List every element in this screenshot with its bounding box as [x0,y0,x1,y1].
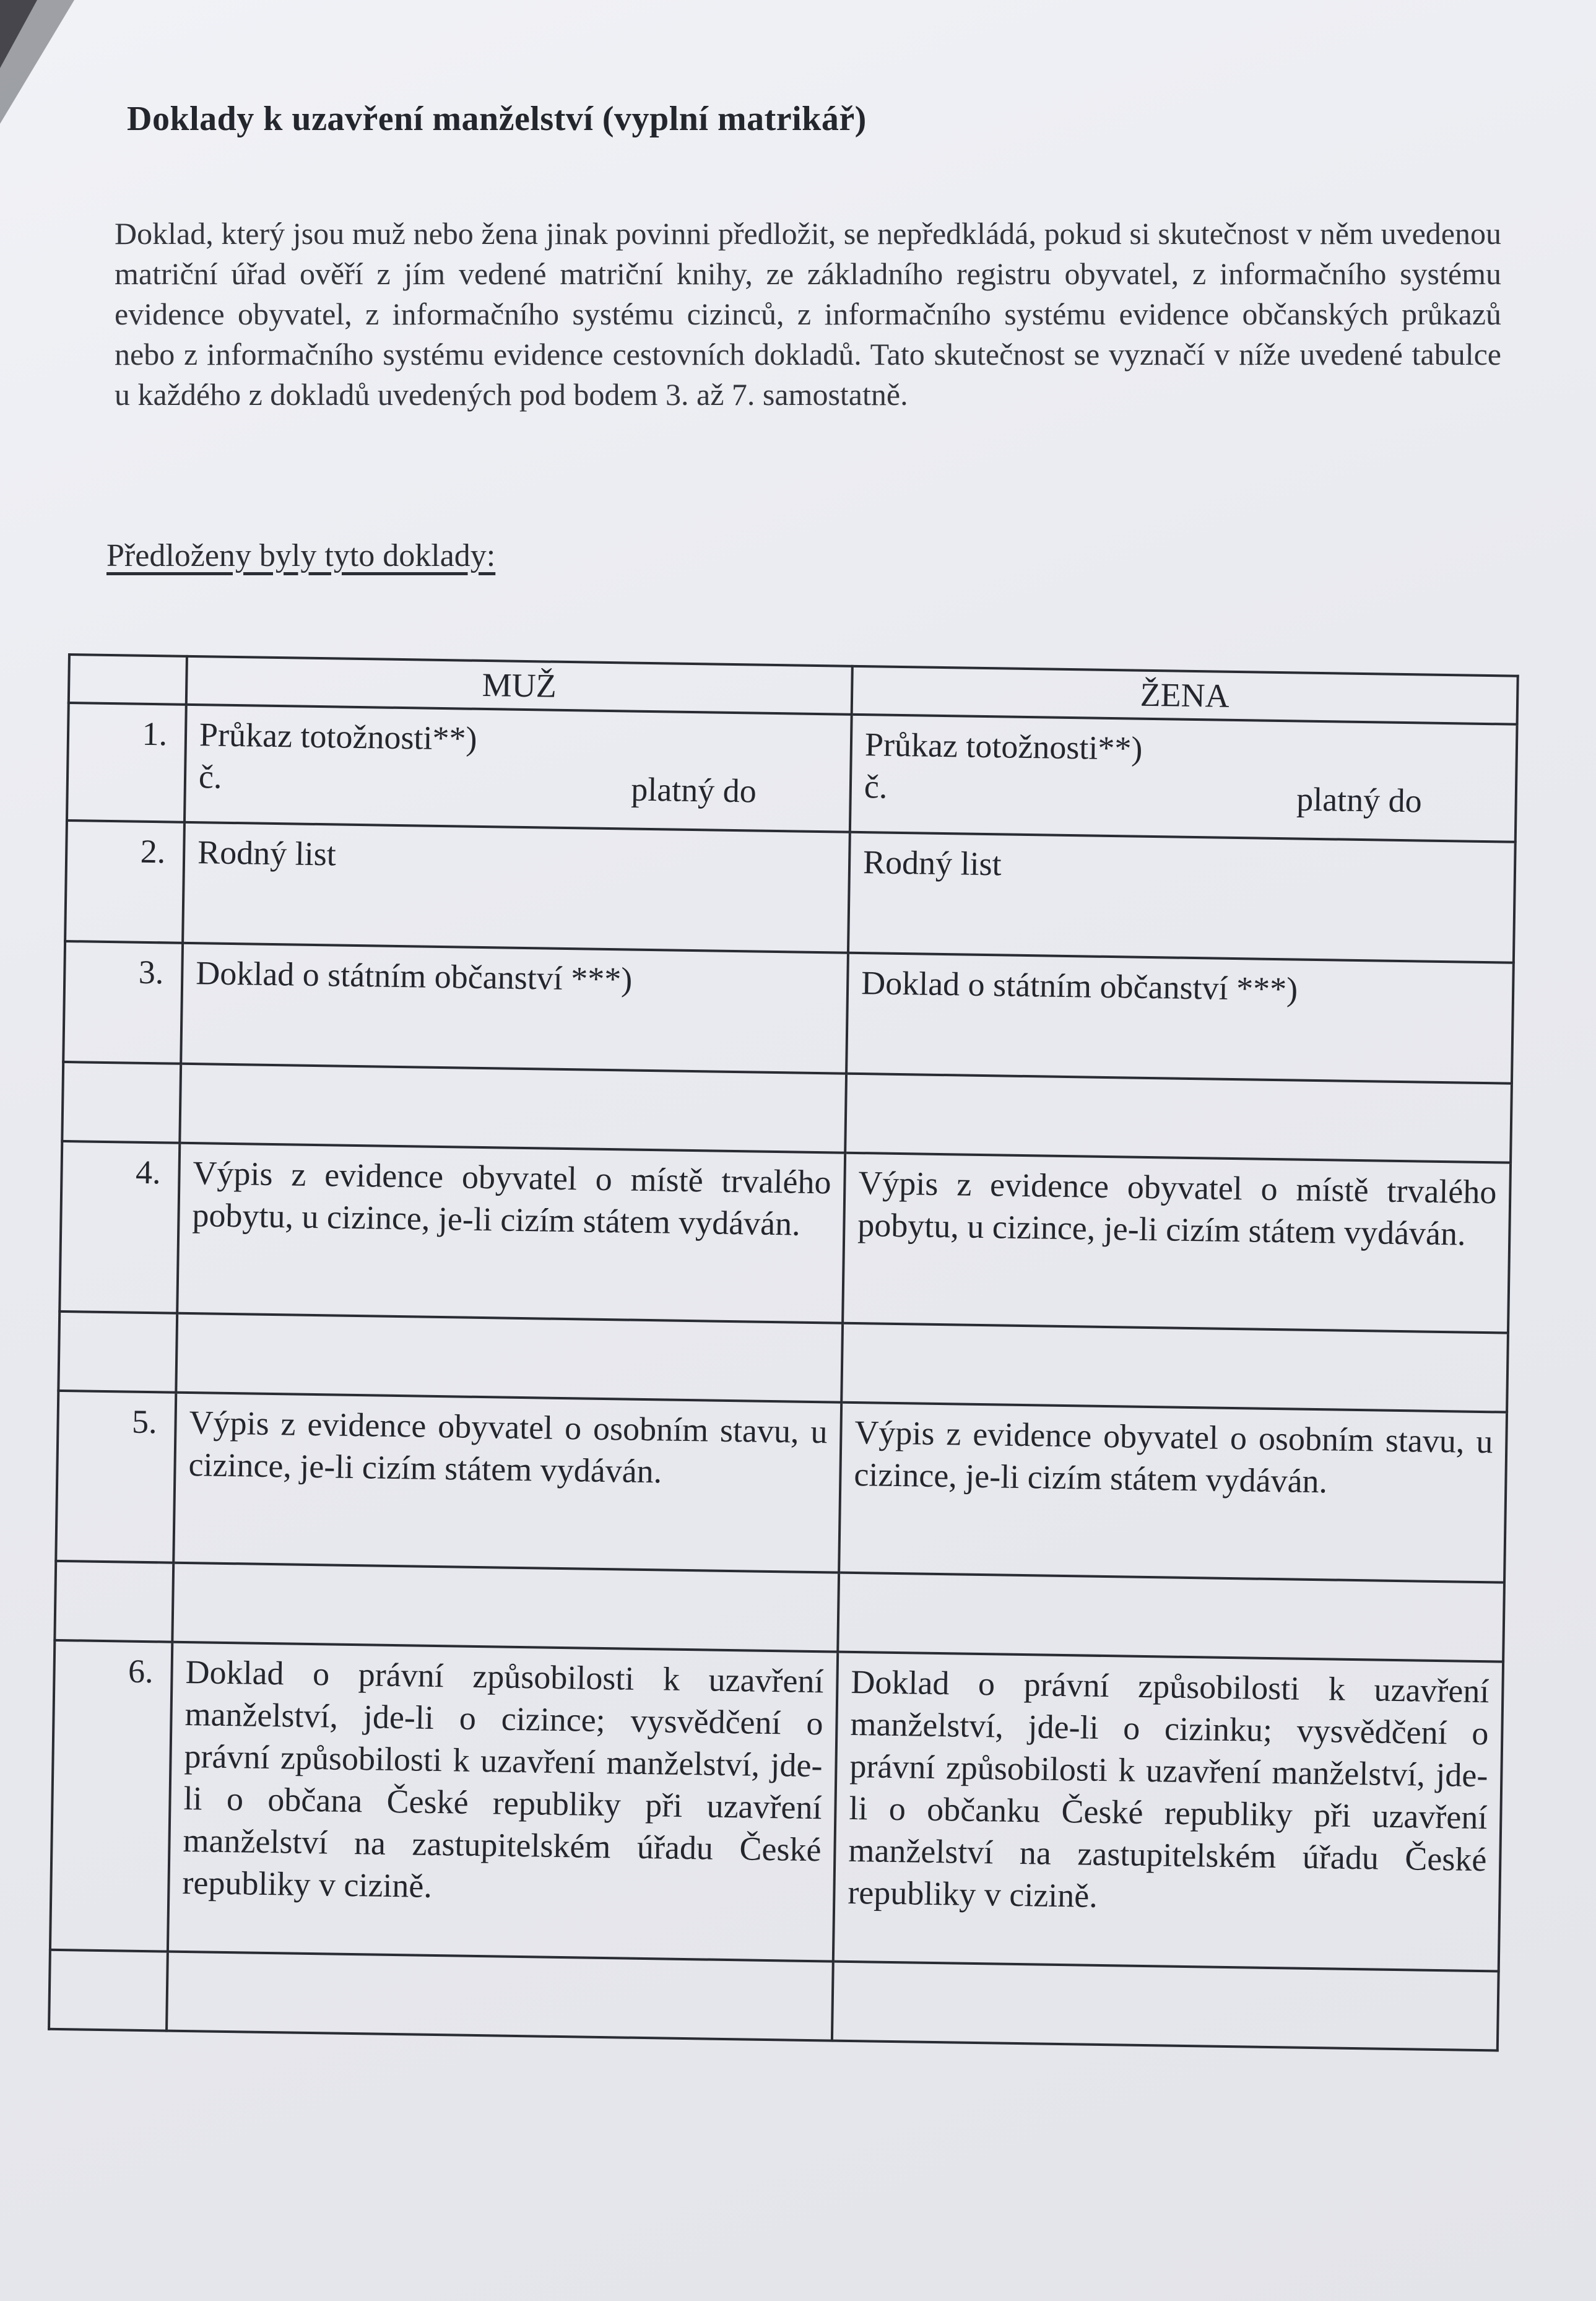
man-document-cell[interactable] [173,1393,841,1573]
woman-id-line [864,765,1503,823]
man-blank-cell[interactable] [167,1952,833,2041]
woman-blank-cell[interactable] [845,1074,1512,1163]
man-valid-until-label: platný do [630,770,757,810]
row-number: 2. [65,820,184,943]
woman-document-label: Výpis z evidence obyvatel o místě trvalého pobytu, u cizince, je-li cizím státem vydáván. [857,1164,1497,1253]
woman-document-cell[interactable] [839,1403,1507,1583]
row-number: 4. [59,1141,180,1313]
man-blank-cell[interactable] [172,1563,839,1652]
man-document-label: Doklad o státním občanství ***) [195,954,633,998]
documents-table [48,653,1519,2052]
man-blank-cell[interactable] [176,1313,843,1403]
header-woman: ŽENA [852,666,1518,724]
blank-number-cell [62,1062,181,1143]
table-row [50,1640,1503,1972]
man-document-cell[interactable] [177,1143,845,1323]
blank-number-cell [58,1311,177,1393]
woman-document-cell[interactable] [833,1652,1503,1972]
woman-document-label: Rodný list [862,843,1002,883]
blank-number-cell [54,1561,173,1642]
woman-valid-until-label: platný do [1296,780,1423,820]
man-id-number-label: č. [198,758,222,796]
table-row [67,703,1517,842]
woman-document-cell[interactable] [846,953,1514,1084]
table-row [65,820,1516,963]
woman-document-label: Doklad o státním občanství ***) [861,964,1298,1008]
man-document-label: Výpis z evidence obyvatel o osobním stavu, u cizince, je-li cizím státem vydáván. [188,1404,828,1490]
woman-document-label: Průkaz totožnosti**) [864,726,1143,767]
woman-document-label: Doklad o právní způsobilosti k uzavření manželství, jde-li o cizinku; vysvědčení o právní způsobilosti k uzavření manželství, jde-li o občanku České republiky při uzavření manželství na zastupitelském úřadu České republiky v cizině. [848,1663,1490,1915]
woman-blank-cell[interactable] [832,1962,1499,2051]
woman-blank-cell[interactable] [841,1323,1508,1412]
document-heading: Doklady k uzavření manželství (vyplní matrikář) [127,100,867,138]
man-id-line [198,755,837,813]
table-row [63,941,1514,1084]
man-blank-cell[interactable] [180,1064,846,1153]
row-number: 1. [67,703,186,822]
table-row [56,1391,1507,1583]
woman-document-cell[interactable] [843,1153,1511,1333]
woman-document-cell[interactable] [848,832,1516,963]
man-document-cell[interactable] [181,943,848,1074]
table-row [59,1141,1511,1333]
man-document-label: Doklad o právní způsobilosti k uzavření manželství, jde-li o cizince; vysvědčení o právní způsobilosti k uzavření manželství, jde-li o občana České republiky při uzavření manželství na zastupitelském úřadu České republiky v cizině. [182,1653,824,1905]
woman-document-cell[interactable] [850,715,1517,842]
woman-document-label: Výpis z evidence obyvatel o osobním stavu, u cizince, je-li cizím státem vydáván. [854,1413,1493,1500]
woman-blank-cell[interactable] [838,1573,1504,1662]
header-number-cell [69,655,187,705]
man-document-cell[interactable] [184,705,852,832]
intro-paragraph: Doklad, který jsou muž nebo žena jinak povinni předložit, se nepředkládá, pokud si skutečnost v něm uvedenou matriční úřad ověří z jím vedené matriční knihy, ze základního registru obyvatel, z informačního systému evidence obyvatel, z informačního systému cizinců, z informačního systému evidence občanských průkazů nebo z informačního systému evidence cestovních dokladů. Tato skutečnost se vyznačí v níže uvedené tabulce u každého z dokladů uvedených pod bodem 3. až 7. samostatně. [115,216,1501,412]
man-document-cell[interactable] [168,1642,838,1962]
man-document-label: Rodný list [197,833,337,873]
woman-id-number-label: č. [864,768,888,806]
man-document-label: Průkaz totožnosti**) [199,716,477,757]
header-man: MUŽ [186,656,852,715]
documents-subheading: Předloženy byly tyto doklady: [106,538,496,573]
row-number: 3. [63,941,183,1064]
man-document-label: Výpis z evidence obyvatel o místě trvalého pobytu, u cizince, je-li cizím státem vydáván. [192,1154,831,1243]
man-document-cell[interactable] [183,822,850,953]
row-number: 5. [56,1391,176,1563]
blank-number-cell [49,1950,168,2031]
row-number: 6. [50,1640,172,1952]
